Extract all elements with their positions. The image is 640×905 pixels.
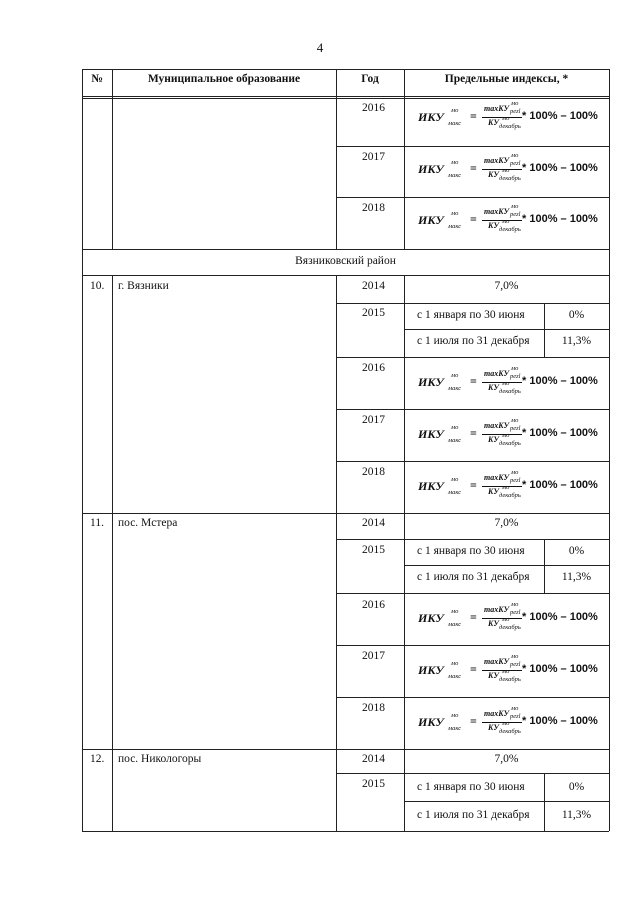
- formula-tail: * 100% – 100%: [522, 715, 598, 727]
- formula-denominator: KУ: [488, 383, 499, 392]
- formula-fraction-bar: [482, 618, 522, 619]
- district-title: Вязниковский район: [295, 255, 396, 267]
- col-line-name: [336, 275, 337, 831]
- period-label: с 1 июля по 31 декабря: [417, 809, 530, 821]
- formula-den-sub: декабрь: [499, 624, 521, 631]
- formula-den-sup: мо: [502, 115, 510, 122]
- entry-name: пос. Никологоры: [118, 753, 202, 765]
- formula-tail: * 100% – 100%: [522, 110, 598, 122]
- formula-den-sub: декабрь: [499, 728, 521, 735]
- formula-denominator: KУ: [488, 723, 499, 732]
- formula-iku: ИКУ: [418, 715, 444, 729]
- formula-fraction-bar: [482, 220, 522, 221]
- formula-equals: =: [470, 478, 477, 492]
- index-formula: [418, 705, 606, 743]
- formula-equals: =: [470, 426, 477, 440]
- formula-equals: =: [470, 610, 477, 624]
- year-cell: 2014: [362, 753, 385, 765]
- formula-maks: макс: [448, 120, 462, 127]
- index-formula: [418, 601, 606, 639]
- formula-den-sup: мо: [502, 484, 510, 491]
- year-cell: 2018: [362, 702, 385, 714]
- formula-equals: =: [470, 374, 477, 388]
- formula-den-sup: мо: [502, 218, 510, 225]
- formula-mo: мо: [451, 608, 459, 615]
- formula-num-sup: мо: [511, 469, 519, 476]
- formula-mo: мо: [451, 159, 459, 166]
- formula-maks: макс: [448, 725, 462, 732]
- formula-iku: ИКУ: [418, 479, 444, 493]
- header-num: №: [91, 73, 103, 85]
- index-value: 7,0%: [494, 280, 519, 292]
- formula-num-sup: мо: [511, 705, 519, 712]
- formula-iku: ИКУ: [418, 213, 444, 227]
- col-line-num: [112, 275, 113, 831]
- row-line: [336, 146, 609, 147]
- year-cell: 2014: [362, 517, 385, 529]
- formula-den-sup: мо: [502, 668, 510, 675]
- formula-numerator: maxKУ: [484, 709, 510, 718]
- formula-den-sup: мо: [502, 167, 510, 174]
- formula-num-sub: pezl: [510, 425, 521, 432]
- formula-denominator: KУ: [488, 118, 499, 127]
- formula-tail: * 100% – 100%: [522, 663, 598, 675]
- formula-tail: * 100% – 100%: [522, 427, 598, 439]
- formula-fraction-bar: [482, 117, 522, 118]
- year-cell: 2017: [362, 414, 385, 426]
- formula-maks: макс: [448, 489, 462, 496]
- formula-num-sup: мо: [511, 417, 519, 424]
- formula-fraction-bar: [482, 722, 522, 723]
- year-cell: 2016: [362, 599, 385, 611]
- formula-maks: макс: [448, 621, 462, 628]
- formula-num-sub: pezl: [510, 160, 521, 167]
- row-line: [336, 197, 609, 198]
- year-cell: 2015: [362, 307, 385, 319]
- period-value: 0%: [568, 545, 585, 557]
- formula-numerator: maxKУ: [484, 207, 510, 216]
- header-index: Предельные индексы, *: [444, 73, 569, 85]
- row-line: [82, 749, 609, 750]
- formula-den-sub: декабрь: [499, 175, 521, 182]
- formula-den-sup: мо: [502, 616, 510, 623]
- index-formula: [418, 152, 606, 190]
- formula-num-sub: pezl: [510, 661, 521, 668]
- formula-maks: макс: [448, 437, 462, 444]
- formula-den-sup: мо: [502, 432, 510, 439]
- formula-den-sub: декабрь: [499, 388, 521, 395]
- formula-mo: мо: [451, 107, 459, 114]
- period-value: 0%: [568, 781, 585, 793]
- year-cell: 2015: [362, 544, 385, 556]
- formula-num-sub: pezl: [510, 713, 521, 720]
- index-formula: [418, 653, 606, 691]
- formula-maks: макс: [448, 385, 462, 392]
- row-line: [336, 593, 609, 594]
- formula-num-sub: pezl: [510, 108, 521, 115]
- formula-num-sup: мо: [511, 601, 519, 608]
- formula-denominator: KУ: [488, 170, 499, 179]
- formula-equals: =: [470, 109, 477, 123]
- formula-mo: мо: [451, 372, 459, 379]
- formula-numerator: maxKУ: [484, 657, 510, 666]
- row-line: [82, 513, 609, 514]
- formula-num-sup: мо: [511, 365, 519, 372]
- formula-den-sub: декабрь: [499, 492, 521, 499]
- col-line-num-top: [112, 69, 113, 249]
- formula-iku: ИКУ: [418, 663, 444, 677]
- period-label: с 1 июля по 31 декабря: [417, 335, 530, 347]
- header-year: Год: [361, 73, 379, 85]
- year-cell: 2017: [362, 650, 385, 662]
- formula-num-sub: pezl: [510, 211, 521, 218]
- formula-den-sub: декабрь: [499, 676, 521, 683]
- period-label: с 1 января по 30 июня: [417, 781, 525, 793]
- index-formula: [418, 100, 606, 138]
- formula-denominator: KУ: [488, 221, 499, 230]
- period-label: с 1 июля по 31 декабря: [417, 571, 530, 583]
- row-line: [82, 275, 609, 276]
- formula-numerator: maxKУ: [484, 421, 510, 430]
- col-line-year: [404, 275, 405, 831]
- formula-fraction-bar: [482, 169, 522, 170]
- table-border-top: [82, 69, 609, 70]
- year-cell: 2015: [362, 778, 385, 790]
- formula-equals: =: [470, 662, 477, 676]
- period-value: 0%: [568, 309, 585, 321]
- row-line: [336, 697, 609, 698]
- row-line: [336, 357, 609, 358]
- formula-maks: макс: [448, 673, 462, 680]
- formula-equals: =: [470, 212, 477, 226]
- year-cell: 2016: [362, 102, 385, 114]
- year-cell: 2014: [362, 280, 385, 292]
- formula-iku: ИКУ: [418, 611, 444, 625]
- header-bottom-line-2: [82, 98, 609, 99]
- formula-num-sub: pezl: [510, 373, 521, 380]
- formula-den-sup: мо: [502, 720, 510, 727]
- year-cell: 2018: [362, 202, 385, 214]
- formula-mo: мо: [451, 424, 459, 431]
- formula-numerator: maxKУ: [484, 369, 510, 378]
- period-value: 11,3%: [561, 571, 592, 583]
- index-value: 7,0%: [494, 517, 519, 529]
- formula-mo: мо: [451, 210, 459, 217]
- entry-name: г. Вязники: [118, 280, 169, 292]
- formula-tail: * 100% – 100%: [522, 479, 598, 491]
- index-formula: [418, 469, 606, 507]
- entry-number: 10.: [90, 280, 105, 292]
- formula-numerator: maxKУ: [484, 104, 510, 113]
- row-line: [82, 249, 609, 250]
- row-line: [336, 303, 609, 304]
- formula-den-sub: декабрь: [499, 226, 521, 233]
- formula-num-sup: мо: [511, 152, 519, 159]
- index-formula: [418, 417, 606, 455]
- formula-num-sup: мо: [511, 100, 519, 107]
- formula-denominator: KУ: [488, 671, 499, 680]
- formula-num-sup: мо: [511, 653, 519, 660]
- row-line: [404, 801, 609, 802]
- formula-maks: макс: [448, 172, 462, 179]
- formula-denominator: KУ: [488, 487, 499, 496]
- index-formula: [418, 365, 606, 403]
- formula-den-sub: декабрь: [499, 440, 521, 447]
- year-cell: 2017: [362, 151, 385, 163]
- row-line: [336, 539, 609, 540]
- formula-iku: ИКУ: [418, 375, 444, 389]
- col-line-year-top: [404, 69, 405, 249]
- period-label: с 1 января по 30 июня: [417, 545, 525, 557]
- row-line: [336, 645, 609, 646]
- year-cell: 2016: [362, 362, 385, 374]
- table-border-left: [82, 69, 83, 831]
- entry-number: 12.: [90, 753, 105, 765]
- formula-fraction-bar: [482, 670, 522, 671]
- row-line: [404, 329, 609, 330]
- formula-equals: =: [470, 161, 477, 175]
- index-value: 7,0%: [494, 753, 519, 765]
- formula-iku: ИКУ: [418, 427, 444, 441]
- period-label: с 1 января по 30 июня: [417, 309, 525, 321]
- formula-iku: ИКУ: [418, 162, 444, 176]
- formula-num-sup: мо: [511, 203, 519, 210]
- row-line: [404, 565, 609, 566]
- formula-numerator: maxKУ: [484, 605, 510, 614]
- period-value: 11,3%: [561, 809, 592, 821]
- formula-tail: * 100% – 100%: [522, 213, 598, 225]
- row-line: [336, 461, 609, 462]
- formula-num-sub: pezl: [510, 609, 521, 616]
- entry-number: 11.: [90, 517, 104, 529]
- row-line: [336, 773, 609, 774]
- formula-mo: мо: [451, 476, 459, 483]
- formula-den-sub: декабрь: [499, 123, 521, 130]
- header-municipality: Муниципальное образование: [147, 73, 301, 85]
- index-formula: [418, 203, 606, 241]
- col-line-name-top: [336, 69, 337, 249]
- formula-equals: =: [470, 714, 477, 728]
- formula-tail: * 100% – 100%: [522, 375, 598, 387]
- formula-tail: * 100% – 100%: [522, 611, 598, 623]
- formula-numerator: maxKУ: [484, 156, 510, 165]
- table-border-bottom: [82, 831, 609, 832]
- period-value: 11,3%: [561, 335, 592, 347]
- page-number: 4: [316, 40, 324, 55]
- formula-denominator: KУ: [488, 435, 499, 444]
- formula-iku: ИКУ: [418, 110, 444, 124]
- formula-den-sup: мо: [502, 380, 510, 387]
- formula-numerator: maxKУ: [484, 473, 510, 482]
- header-bottom-line: [82, 96, 609, 97]
- formula-num-sub: pezl: [510, 477, 521, 484]
- formula-fraction-bar: [482, 382, 522, 383]
- formula-fraction-bar: [482, 434, 522, 435]
- formula-mo: мо: [451, 712, 459, 719]
- formula-denominator: KУ: [488, 619, 499, 628]
- entry-name: пос. Мстера: [118, 517, 178, 529]
- table-border-right: [609, 69, 610, 831]
- formula-fraction-bar: [482, 486, 522, 487]
- formula-maks: макс: [448, 223, 462, 230]
- formula-tail: * 100% – 100%: [522, 162, 598, 174]
- row-line: [336, 409, 609, 410]
- formula-mo: мо: [451, 660, 459, 667]
- year-cell: 2018: [362, 466, 385, 478]
